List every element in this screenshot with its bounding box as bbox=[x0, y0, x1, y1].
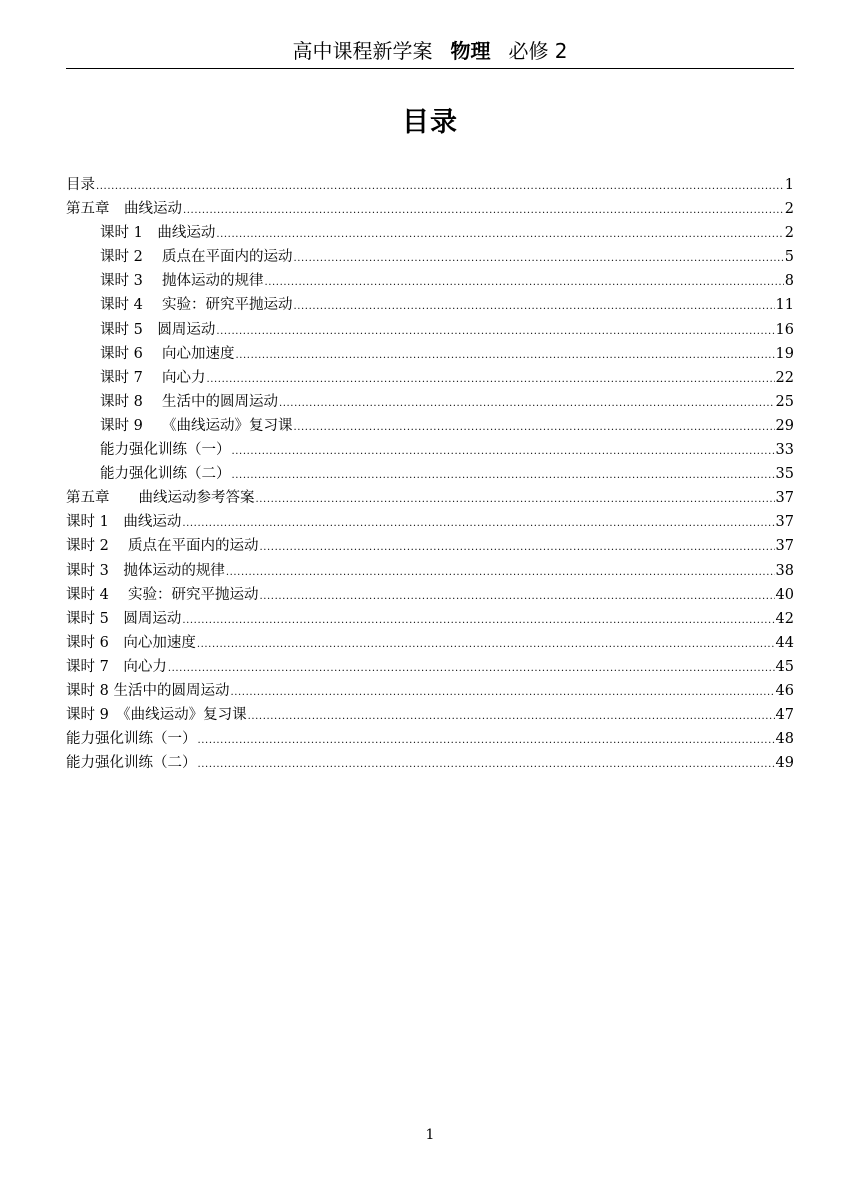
toc-entry[interactable] bbox=[66, 414, 794, 438]
toc-entry-label: 目录 bbox=[66, 177, 95, 193]
toc-entry[interactable] bbox=[66, 559, 794, 583]
toc-entry[interactable] bbox=[66, 390, 794, 414]
toc-entry-page: 5 bbox=[784, 249, 794, 266]
toc-entry-page: 29 bbox=[775, 417, 794, 434]
toc-entry[interactable] bbox=[66, 173, 794, 197]
toc-entry-page: 37 bbox=[775, 538, 794, 555]
toc-entry-page: 47 bbox=[775, 707, 794, 724]
toc-entry-label: 课时 2 质点在平面内的运动 bbox=[66, 538, 259, 555]
toc-entry-label: 课时 6 向心加速度 bbox=[100, 345, 235, 362]
toc-dot-leader bbox=[293, 247, 783, 271]
toc-entry-page: 11 bbox=[775, 297, 794, 314]
toc-entry-page: 8 bbox=[784, 273, 794, 290]
toc-entry-page: 1 bbox=[784, 177, 794, 193]
toc-entry-page: 45 bbox=[775, 658, 794, 675]
toc-entry-label: 能力强化训练（二） bbox=[66, 755, 197, 772]
toc-entry-page: 38 bbox=[775, 562, 794, 579]
toc-entry-page: 44 bbox=[775, 634, 794, 651]
toc-dot-leader bbox=[259, 585, 774, 609]
toc-entry-label: 课时 6 向心加速度 bbox=[66, 634, 196, 651]
toc-entry-page: 49 bbox=[775, 755, 794, 772]
toc-entry-page: 16 bbox=[775, 321, 794, 338]
toc-entry-page: 2 bbox=[784, 201, 794, 218]
toc-entry[interactable] bbox=[66, 607, 794, 631]
toc-entry-page: 19 bbox=[775, 345, 794, 362]
toc-entry[interactable] bbox=[66, 438, 794, 462]
toc-entry-label: 能力强化训练（一） bbox=[66, 731, 197, 748]
course-title: 高中课程新学案 bbox=[292, 38, 433, 63]
toc-entry[interactable] bbox=[66, 342, 794, 366]
toc-dot-leader bbox=[197, 633, 775, 657]
toc-dot-leader bbox=[198, 753, 775, 777]
toc-dot-leader bbox=[259, 536, 774, 560]
toc-entry-page: 46 bbox=[775, 682, 794, 699]
subject-title: 物理 bbox=[450, 38, 491, 63]
toc-entry[interactable] bbox=[66, 727, 794, 751]
toc-entry-label: 能力强化训练（二） bbox=[100, 466, 231, 483]
toc-entry[interactable] bbox=[66, 245, 794, 269]
toc-dot-leader bbox=[216, 223, 783, 247]
toc-entry-page: 48 bbox=[775, 731, 794, 748]
toc-dot-leader bbox=[230, 681, 774, 705]
toc-entry[interactable] bbox=[66, 703, 794, 727]
toc-entry[interactable] bbox=[66, 293, 794, 317]
toc-dot-leader bbox=[235, 344, 774, 368]
toc-entry[interactable] bbox=[66, 197, 794, 221]
page-number: 1 bbox=[425, 1127, 435, 1143]
toc-entry-page: 33 bbox=[775, 442, 794, 459]
toc-dot-leader bbox=[232, 464, 775, 488]
toc-dot-leader bbox=[248, 705, 775, 729]
toc-entry-page: 2 bbox=[784, 225, 794, 242]
toc-entry-page: 37 bbox=[775, 490, 794, 507]
toc-entry[interactable] bbox=[66, 269, 794, 293]
toc-dot-leader bbox=[279, 392, 775, 416]
toc-entry-label: 课时 8 生活中的圆周运动 bbox=[66, 682, 230, 699]
toc-entry-label: 课时 1 曲线运动 bbox=[100, 225, 216, 242]
toc-entry[interactable] bbox=[66, 583, 794, 607]
volume-title: 必修 2 bbox=[508, 38, 568, 63]
toc-entry-page: 42 bbox=[775, 610, 794, 627]
toc-dot-leader bbox=[198, 729, 775, 753]
toc-dot-leader bbox=[216, 320, 774, 344]
toc-dot-leader bbox=[182, 609, 774, 633]
toc-entry-label: 课时 7 向心力 bbox=[100, 369, 206, 386]
toc-dot-leader bbox=[232, 440, 775, 464]
table-of-contents bbox=[66, 173, 794, 775]
toc-entry-page: 37 bbox=[775, 514, 794, 531]
toc-entry-page: 35 bbox=[775, 466, 794, 483]
toc-entry-label: 课时 4 实验：研究平抛运动 bbox=[66, 586, 259, 603]
toc-entry-label: 课时 3 抛体运动的规律 bbox=[66, 562, 225, 579]
toc-dot-leader bbox=[293, 416, 774, 440]
toc-entry[interactable] bbox=[66, 462, 794, 486]
toc-dot-leader bbox=[96, 175, 784, 199]
toc-entry-label: 课时 7 向心力 bbox=[66, 658, 167, 675]
toc-entry-label: 课时 2 质点在平面内的运动 bbox=[100, 249, 293, 266]
toc-entry-label: 第五章 曲线运动 bbox=[66, 201, 182, 218]
toc-entry-label: 课时 3 抛体运动的规律 bbox=[100, 273, 264, 290]
toc-entry[interactable] bbox=[66, 221, 794, 245]
toc-dot-leader bbox=[226, 561, 775, 585]
toc-entry-page: 40 bbox=[775, 586, 794, 603]
toc-entry[interactable] bbox=[66, 318, 794, 342]
toc-entry-label: 课时 5 圆周运动 bbox=[66, 610, 182, 627]
toc-entry-label: 第五章 曲线运动参考答案 bbox=[66, 490, 255, 507]
toc-dot-leader bbox=[206, 368, 774, 392]
toc-entry[interactable] bbox=[66, 631, 794, 655]
toc-entry[interactable] bbox=[66, 510, 794, 534]
toc-dot-leader bbox=[168, 657, 775, 681]
toc-entry[interactable] bbox=[66, 366, 794, 390]
toc-entry-label: 能力强化训练（一） bbox=[100, 442, 231, 459]
toc-entry[interactable] bbox=[66, 751, 794, 775]
toc-entry[interactable] bbox=[66, 486, 794, 510]
toc-entry-label: 课时 9 《曲线运动》复习课 bbox=[66, 707, 247, 724]
toc-dot-leader bbox=[293, 295, 774, 319]
page-header bbox=[66, 30, 794, 69]
toc-entry-label: 课时 9 《曲线运动》复习课 bbox=[100, 417, 293, 434]
toc-dot-leader bbox=[256, 488, 775, 512]
toc-entry-page: 25 bbox=[775, 393, 794, 410]
toc-entry[interactable] bbox=[66, 679, 794, 703]
toc-entry[interactable] bbox=[66, 534, 794, 558]
page-title: 目录 bbox=[402, 107, 458, 138]
toc-entry-label: 课时 8 生活中的圆周运动 bbox=[100, 393, 278, 410]
toc-dot-leader bbox=[183, 199, 784, 223]
toc-dot-leader bbox=[182, 512, 774, 536]
toc-entry-page: 22 bbox=[775, 369, 794, 386]
toc-entry-label: 课时 4 实验：研究平抛运动 bbox=[100, 297, 293, 314]
toc-entry-label: 课时 5 圆周运动 bbox=[100, 321, 216, 338]
toc-dot-leader bbox=[264, 271, 783, 295]
toc-entry-label: 课时 1 曲线运动 bbox=[66, 514, 182, 531]
toc-entry[interactable] bbox=[66, 655, 794, 679]
